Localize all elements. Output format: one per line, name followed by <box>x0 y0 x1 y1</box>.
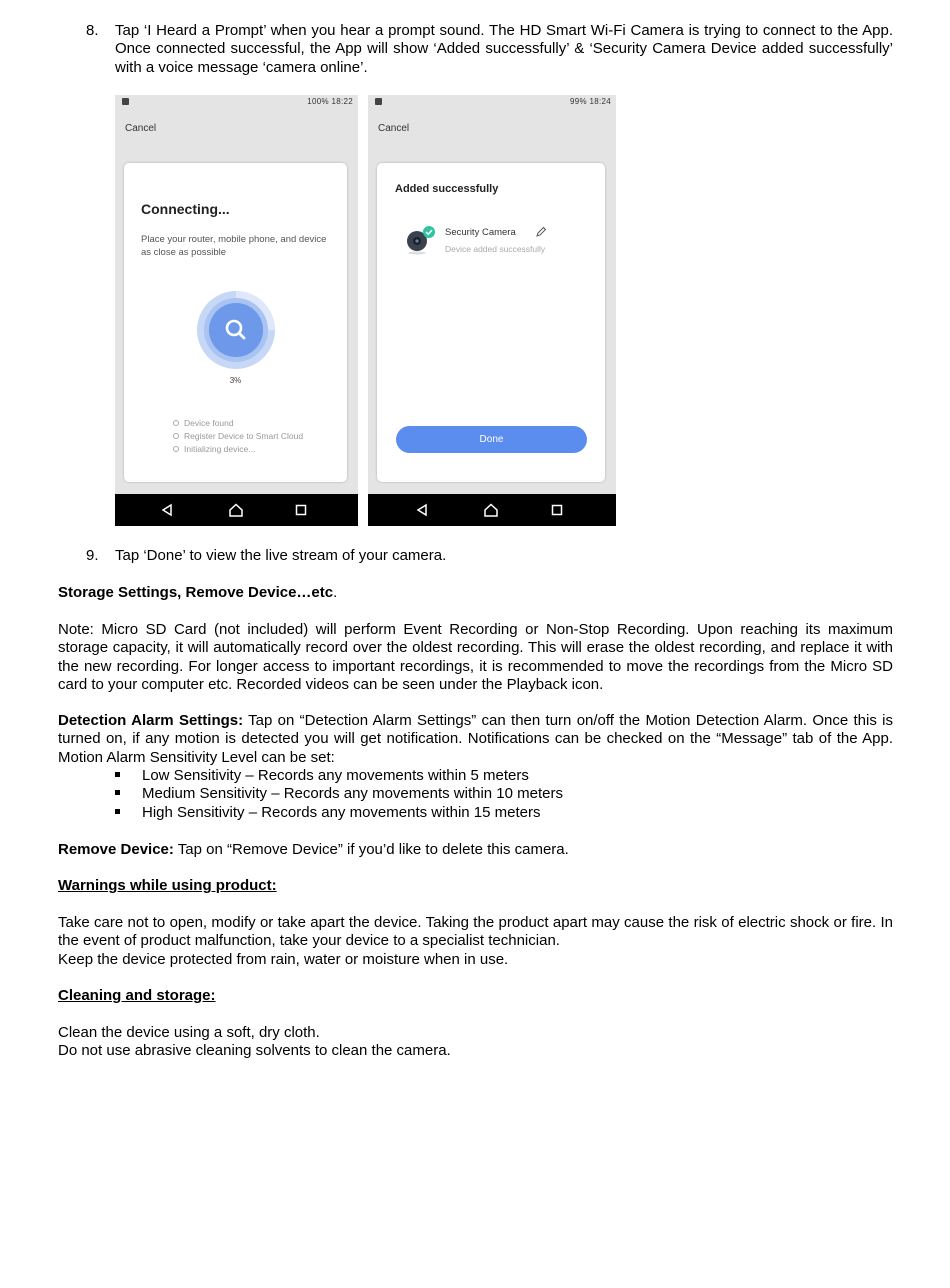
edit-icon[interactable] <box>535 226 547 238</box>
back-icon[interactable] <box>415 503 429 517</box>
connecting-screenshot <box>115 95 358 526</box>
step-item: Initializing device... <box>173 443 303 456</box>
gallery-icon <box>375 98 382 105</box>
storage-heading: Storage Settings, Remove Device…etc. <box>58 584 338 601</box>
gallery-icon <box>122 98 129 105</box>
connection-steps <box>173 417 303 456</box>
warnings-heading: Warnings while using product: <box>58 877 277 894</box>
cancel-link[interactable]: Cancel <box>378 123 410 134</box>
connecting-card <box>124 163 347 482</box>
home-icon[interactable] <box>228 503 244 517</box>
bullet-icon <box>173 446 179 452</box>
camera-icon <box>403 221 437 257</box>
step-9-text: Tap ‘Done’ to view the live stream of your camera. <box>115 547 447 564</box>
progress-ring <box>196 290 276 370</box>
progress-percent: 3% <box>229 376 242 385</box>
check-badge-icon <box>423 226 435 238</box>
android-nav-bar <box>368 494 616 526</box>
step-8-text: Tap ‘I Heard a Prompt’ when you hear a prompt sound. The HD Smart Wi-Fi Camera is trying to connect to the App. Once connected successful, the App will show ‘Added successfully’ & ‘Security Camera Device added successfully’ with a voice message ‘camera online’. <box>115 22 893 76</box>
cleaning-line: Clean the device using a soft, dry cloth. <box>58 1024 320 1041</box>
cleaning-heading: Cleaning and storage: <box>58 987 216 1004</box>
added-card <box>377 163 605 482</box>
connecting-description: Place your router, mobile phone, and device as close as possible <box>141 234 327 258</box>
step-item: Register Device to Smart Cloud <box>173 430 303 443</box>
device-name: Security Camera <box>445 227 516 238</box>
sensitivity-item: Medium Sensitivity – Records any movements within 10 meters <box>115 785 563 803</box>
step-item: Device found <box>173 417 303 430</box>
note-paragraph: Note: Micro SD Card (not included) will perform Event Recording or Non-Stop Recording. Upon reaching its maximum storage capacity, it will automatically record over the oldest recording. This will erase the oldest recording, and replace it with the new recording. For longer access to important recordings, it is recommended to move the recordings from the Micro SD card to your computer etc. Recorded videos can be seen under the Playback icon. <box>58 621 893 694</box>
recents-icon[interactable] <box>295 503 307 517</box>
warnings-line: Keep the device protected from rain, water or moisture when in use. <box>58 951 509 968</box>
warnings-paragraph: Take care not to open, modify or take apart the device. Taking the product apart may cause the risk of electric shock or fire. In the event of product malfunction, take your device to a specialist technician. <box>58 914 893 950</box>
added-title: Added successfully <box>395 183 499 195</box>
status-bar <box>368 95 616 109</box>
bullet-icon <box>173 433 179 439</box>
bullet-icon <box>115 809 120 814</box>
bullet-icon <box>115 790 120 795</box>
home-icon[interactable] <box>483 503 499 517</box>
connecting-title: Connecting... <box>141 201 230 217</box>
bullet-icon <box>173 420 179 426</box>
android-nav-bar <box>115 494 358 526</box>
recents-icon[interactable] <box>551 503 563 517</box>
device-status: Device added successfully <box>445 244 546 254</box>
back-icon[interactable] <box>160 503 174 517</box>
added-screenshot <box>368 95 616 526</box>
detection-paragraph: Detection Alarm Settings: Tap on “Detection Alarm Settings” can then turn on/off the Motion Detection Alarm. Once this is turned on, if any motion is detected you will get notification. Notifications can be checked on the “Message” tab of the App. Motion Alarm Sensitivity Level can be set: <box>58 712 893 766</box>
bullet-icon <box>115 772 120 777</box>
status-text: 99% 18:24 <box>570 97 611 106</box>
step-8-number: 8. <box>86 22 99 39</box>
sensitivity-item: Low Sensitivity – Records any movements within 5 meters <box>115 767 529 785</box>
done-button[interactable]: Done <box>396 426 587 453</box>
remove-device-paragraph: Remove Device: Tap on “Remove Device” if you’d like to delete this camera. <box>58 841 569 858</box>
status-text: 100% 18:22 <box>307 97 353 106</box>
sensitivity-item: High Sensitivity – Records any movements within 15 meters <box>115 804 541 822</box>
step-9-number: 9. <box>86 547 99 564</box>
cancel-link[interactable]: Cancel <box>125 123 157 134</box>
status-bar <box>115 95 358 109</box>
cleaning-line: Do not use abrasive cleaning solvents to clean the camera. <box>58 1042 451 1059</box>
